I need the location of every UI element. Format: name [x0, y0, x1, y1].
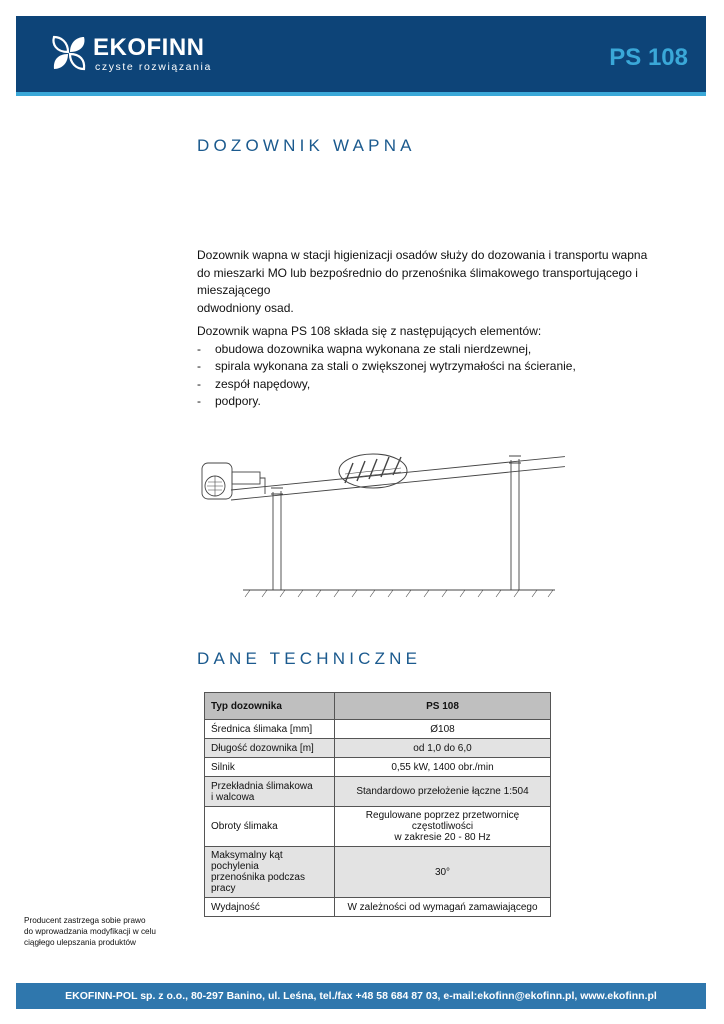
table-cell-value: od 1,0 do 6,0	[335, 739, 551, 758]
table-header-cell: Typ dozownika	[205, 693, 335, 720]
label-line: przenośnika podczas pracy	[211, 872, 305, 894]
brand-tagline: czyste rozwiązania	[95, 61, 212, 73]
page-title: DOZOWNIK WAPNA	[197, 136, 416, 155]
table-row	[205, 807, 551, 847]
table-row	[205, 758, 551, 777]
elements-list	[197, 341, 677, 411]
conveyor-drawing	[195, 438, 565, 610]
manufacturer-note	[24, 915, 184, 948]
value-line: Regulowane poprzez przetwornicę częstotliwości	[365, 810, 520, 832]
table-header-cell: PS 108	[335, 693, 551, 720]
list-item: - podpory.	[197, 394, 261, 408]
table-cell-label: Wydajność	[205, 898, 335, 917]
table-cell-value: Standardowo przełożenie łączne 1:504	[335, 777, 551, 807]
label-line: i walcowa	[211, 791, 255, 803]
leaf-logo-icon	[50, 34, 88, 72]
list-item: - zespół napędowy,	[197, 376, 311, 391]
table-header-row	[205, 693, 551, 720]
table-cell-value: W zależności od wymagań zamawiającego	[335, 898, 551, 917]
header-stripe	[16, 92, 706, 96]
spec-table	[204, 692, 551, 917]
brand-name: EKOFINN	[93, 34, 205, 61]
list-item: - spirala wykonana za stali o zwiększonej wytrzymałości na ścieranie,	[197, 359, 576, 373]
label-line: Maksymalny kąt pochylenia	[211, 850, 283, 872]
table-cell-label	[205, 777, 335, 807]
table-cell-label	[205, 847, 335, 898]
table-row	[205, 739, 551, 758]
table-cell-label: Średnica ślimaka [mm]	[205, 720, 335, 739]
intro-line: do mieszarki MO lub bezpośrednio do przenośnika ślimakowego transportującego i mieszającego	[197, 265, 638, 297]
table-row	[205, 898, 551, 917]
footer-contact: EKOFINN-POL sp. z o.o., 80-297 Banino, ul. Leśna, tel./fax +48 58 684 87 03, e-mail:ekofinn@ekofinn.pl, www.ekofinn.pl	[16, 983, 706, 1009]
table-row	[205, 777, 551, 807]
table-cell-value: Ø108	[335, 720, 551, 739]
note-line: ciągłego ulepszania produktów	[24, 938, 136, 947]
intro-elements-heading: Dozownik wapna PS 108 składa się z następujących elementów:	[197, 324, 542, 338]
table-cell-label: Obroty ślimaka	[205, 807, 335, 847]
value-line: w zakresie 20 - 80 Hz	[394, 832, 491, 843]
table-cell-label: Silnik	[205, 758, 335, 777]
intro-text	[197, 247, 677, 411]
table-cell-label: Długość dozownika [m]	[205, 739, 335, 758]
label-line: Przekładnia ślimakowa	[211, 780, 313, 792]
note-line: do wprowadzania modyfikacji w celu	[24, 927, 156, 936]
intro-line: Dozownik wapna w stacji higienizacji osadów służy do dozowania i transportu wapna	[197, 248, 648, 262]
intro-line: odwodniony osad.	[197, 300, 294, 315]
list-item: - obudowa dozownika wapna wykonana ze stali nierdzewnej,	[197, 341, 532, 356]
tech-section-title: DANE TECHNICZNE	[197, 649, 422, 668]
product-code: PS 108	[609, 44, 688, 71]
table-row	[205, 720, 551, 739]
table-cell-value: 30°	[335, 847, 551, 898]
note-line: Producent zastrzega sobie prawo	[24, 916, 146, 925]
table-cell-value	[335, 807, 551, 847]
table-cell-value: 0,55 kW, 1400 obr./min	[335, 758, 551, 777]
table-row	[205, 847, 551, 898]
